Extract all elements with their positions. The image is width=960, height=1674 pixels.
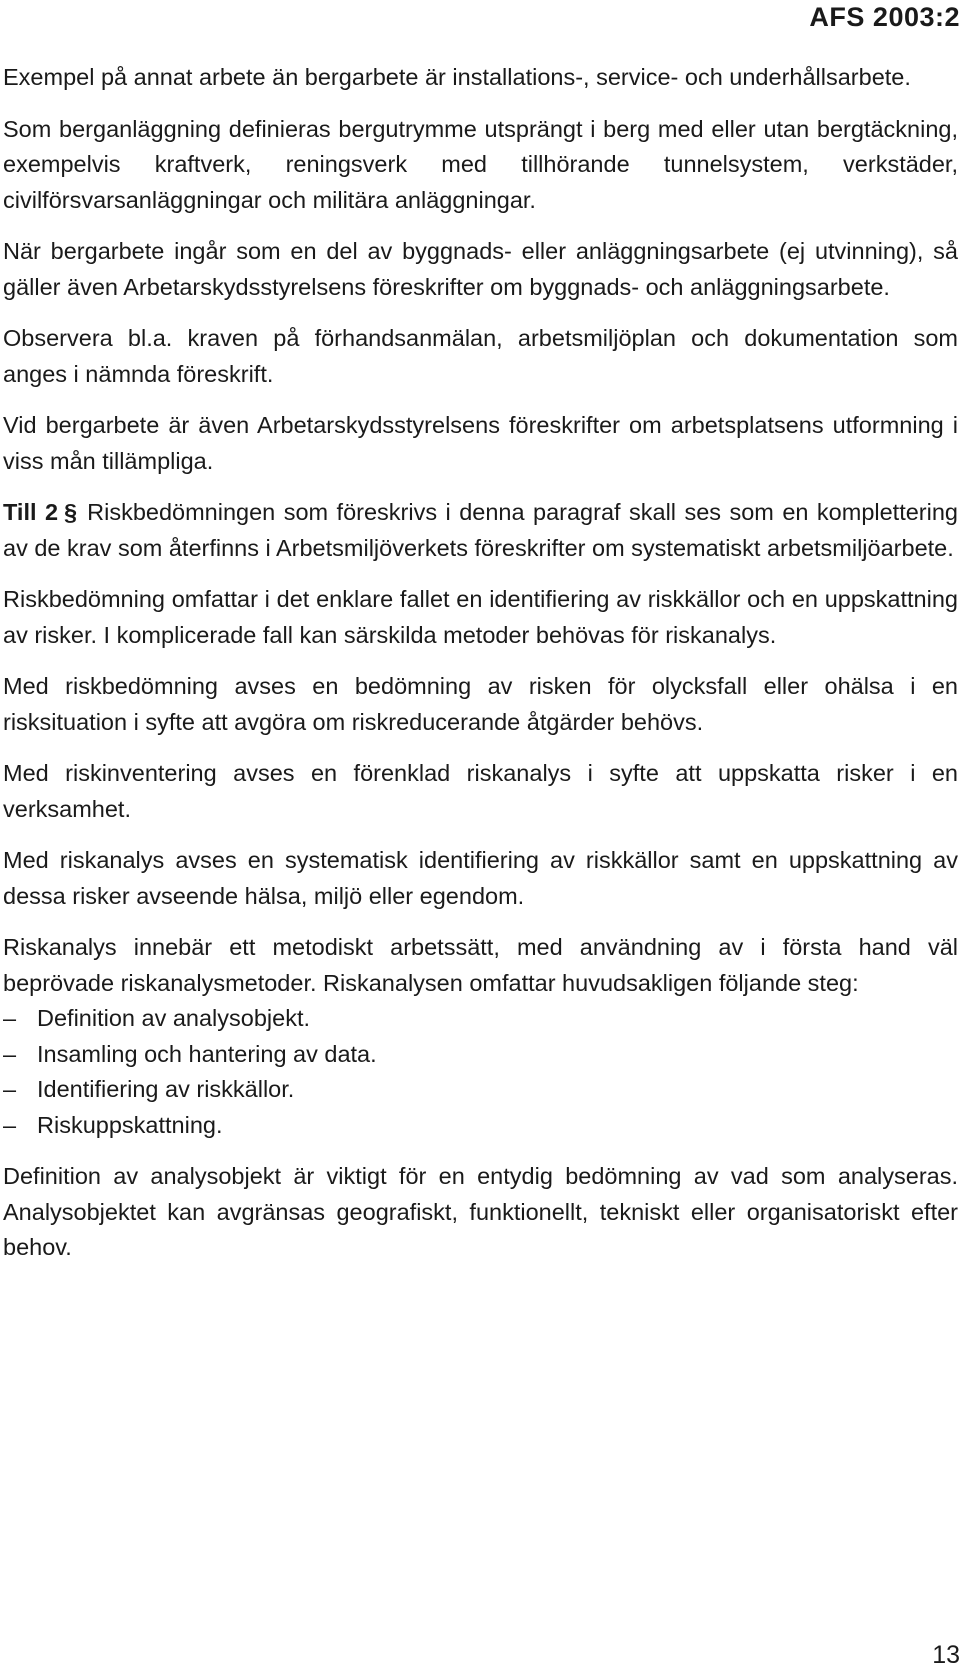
body-text bbox=[3, 60, 958, 1282]
paragraph: Med riskbedömning avses en bedömning av risken för olycksfall eller ohälsa i en risksituation i syfte att avgöra om riskreducerande åtgärder behövs. bbox=[3, 673, 958, 735]
paragraph: Riskanalys innebär ett metodiskt arbetssätt, med användning av i första hand väl beprövade riskanalysmetoder. Riskanalysen omfattar huvudsakligen följande steg: bbox=[3, 934, 958, 996]
dash-bullet: – bbox=[3, 1040, 17, 1067]
paragraph: Observera bl.a. kraven på förhandsanmälan, arbetsmiljöplan och dokumentation som anges i nämnda föreskrift. bbox=[3, 325, 958, 387]
section-label: Till 2 bbox=[3, 499, 59, 525]
paragraph: Med riskinventering avses en förenklad riskanalys i syfte att uppskatta risker i en verksamhet. bbox=[3, 760, 958, 822]
paragraph-sign-icon: § bbox=[64, 499, 78, 525]
dash-bullet: – bbox=[3, 1111, 17, 1138]
list-item bbox=[3, 1001, 958, 1037]
list-item-text: Riskuppskattning. bbox=[37, 1111, 223, 1138]
document-id-header: AFS 2003:2 bbox=[809, 2, 960, 32]
paragraph: Riskbedömning omfattar i det enklare fallet en identifiering av riskkällor och en uppskattning av risker. I komplicerade fall kan särskilda metoder behövas för riskanalys. bbox=[3, 586, 958, 648]
paragraph: Som berganläggning definieras bergutrymme utsprängt i berg med eller utan bergtäckning, exempelvis kraftverk, reningsverk med tillhörande tunnelsystem, verkstäder, civilförsvarsanläggningar och militära anläggningar. bbox=[3, 115, 958, 213]
dash-bullet: – bbox=[3, 1076, 17, 1102]
paragraph: Exempel på annat arbete än bergarbete är installations-, service- och underhållsarbete. bbox=[3, 64, 911, 90]
section-till-2 bbox=[3, 495, 958, 566]
list-item bbox=[3, 1072, 958, 1108]
paragraph: Med riskanalys avses en systematisk identifiering av riskkällor samt en uppskattning av dessa risker avseende hälsa, miljö eller egendom. bbox=[3, 847, 958, 909]
page-number: 13 bbox=[932, 1641, 960, 1669]
list-item bbox=[3, 1108, 958, 1144]
paragraph: När bergarbete ingår som en del av byggnads- eller anläggningsarbete (ej utvinning), så gäller även Arbetarskydsstyrelsens föreskrifter om byggnads- och anläggningsarbete. bbox=[3, 238, 958, 300]
section-text: Riskbedömningen som föreskrivs i denna paragraf skall ses som en komplettering av de krav som återfinns i Arbetsmiljöverkets föreskrifter om systematiskt arbetsmiljöarbete. bbox=[3, 499, 958, 561]
list-item-text: Definition av analysobjekt. bbox=[37, 1005, 311, 1031]
dash-bullet: – bbox=[3, 1005, 17, 1031]
list-item bbox=[3, 1037, 958, 1073]
paragraph: Vid bergarbete är även Arbetarskydsstyrelsens föreskrifter om arbetsplatsens utformning i viss mån tillämpliga. bbox=[3, 412, 958, 474]
list-item-text: Identifiering av riskkällor. bbox=[37, 1076, 295, 1102]
steps-list bbox=[3, 1001, 958, 1143]
list-item-text: Insamling och hantering av data. bbox=[37, 1040, 377, 1067]
paragraph: Definition av analysobjekt är viktigt för en entydig bedömning av vad som analyseras. Analysobjektet kan avgränsas geografiskt, funktionellt, tekniskt eller organisatoriskt efter behov. bbox=[3, 1163, 958, 1260]
